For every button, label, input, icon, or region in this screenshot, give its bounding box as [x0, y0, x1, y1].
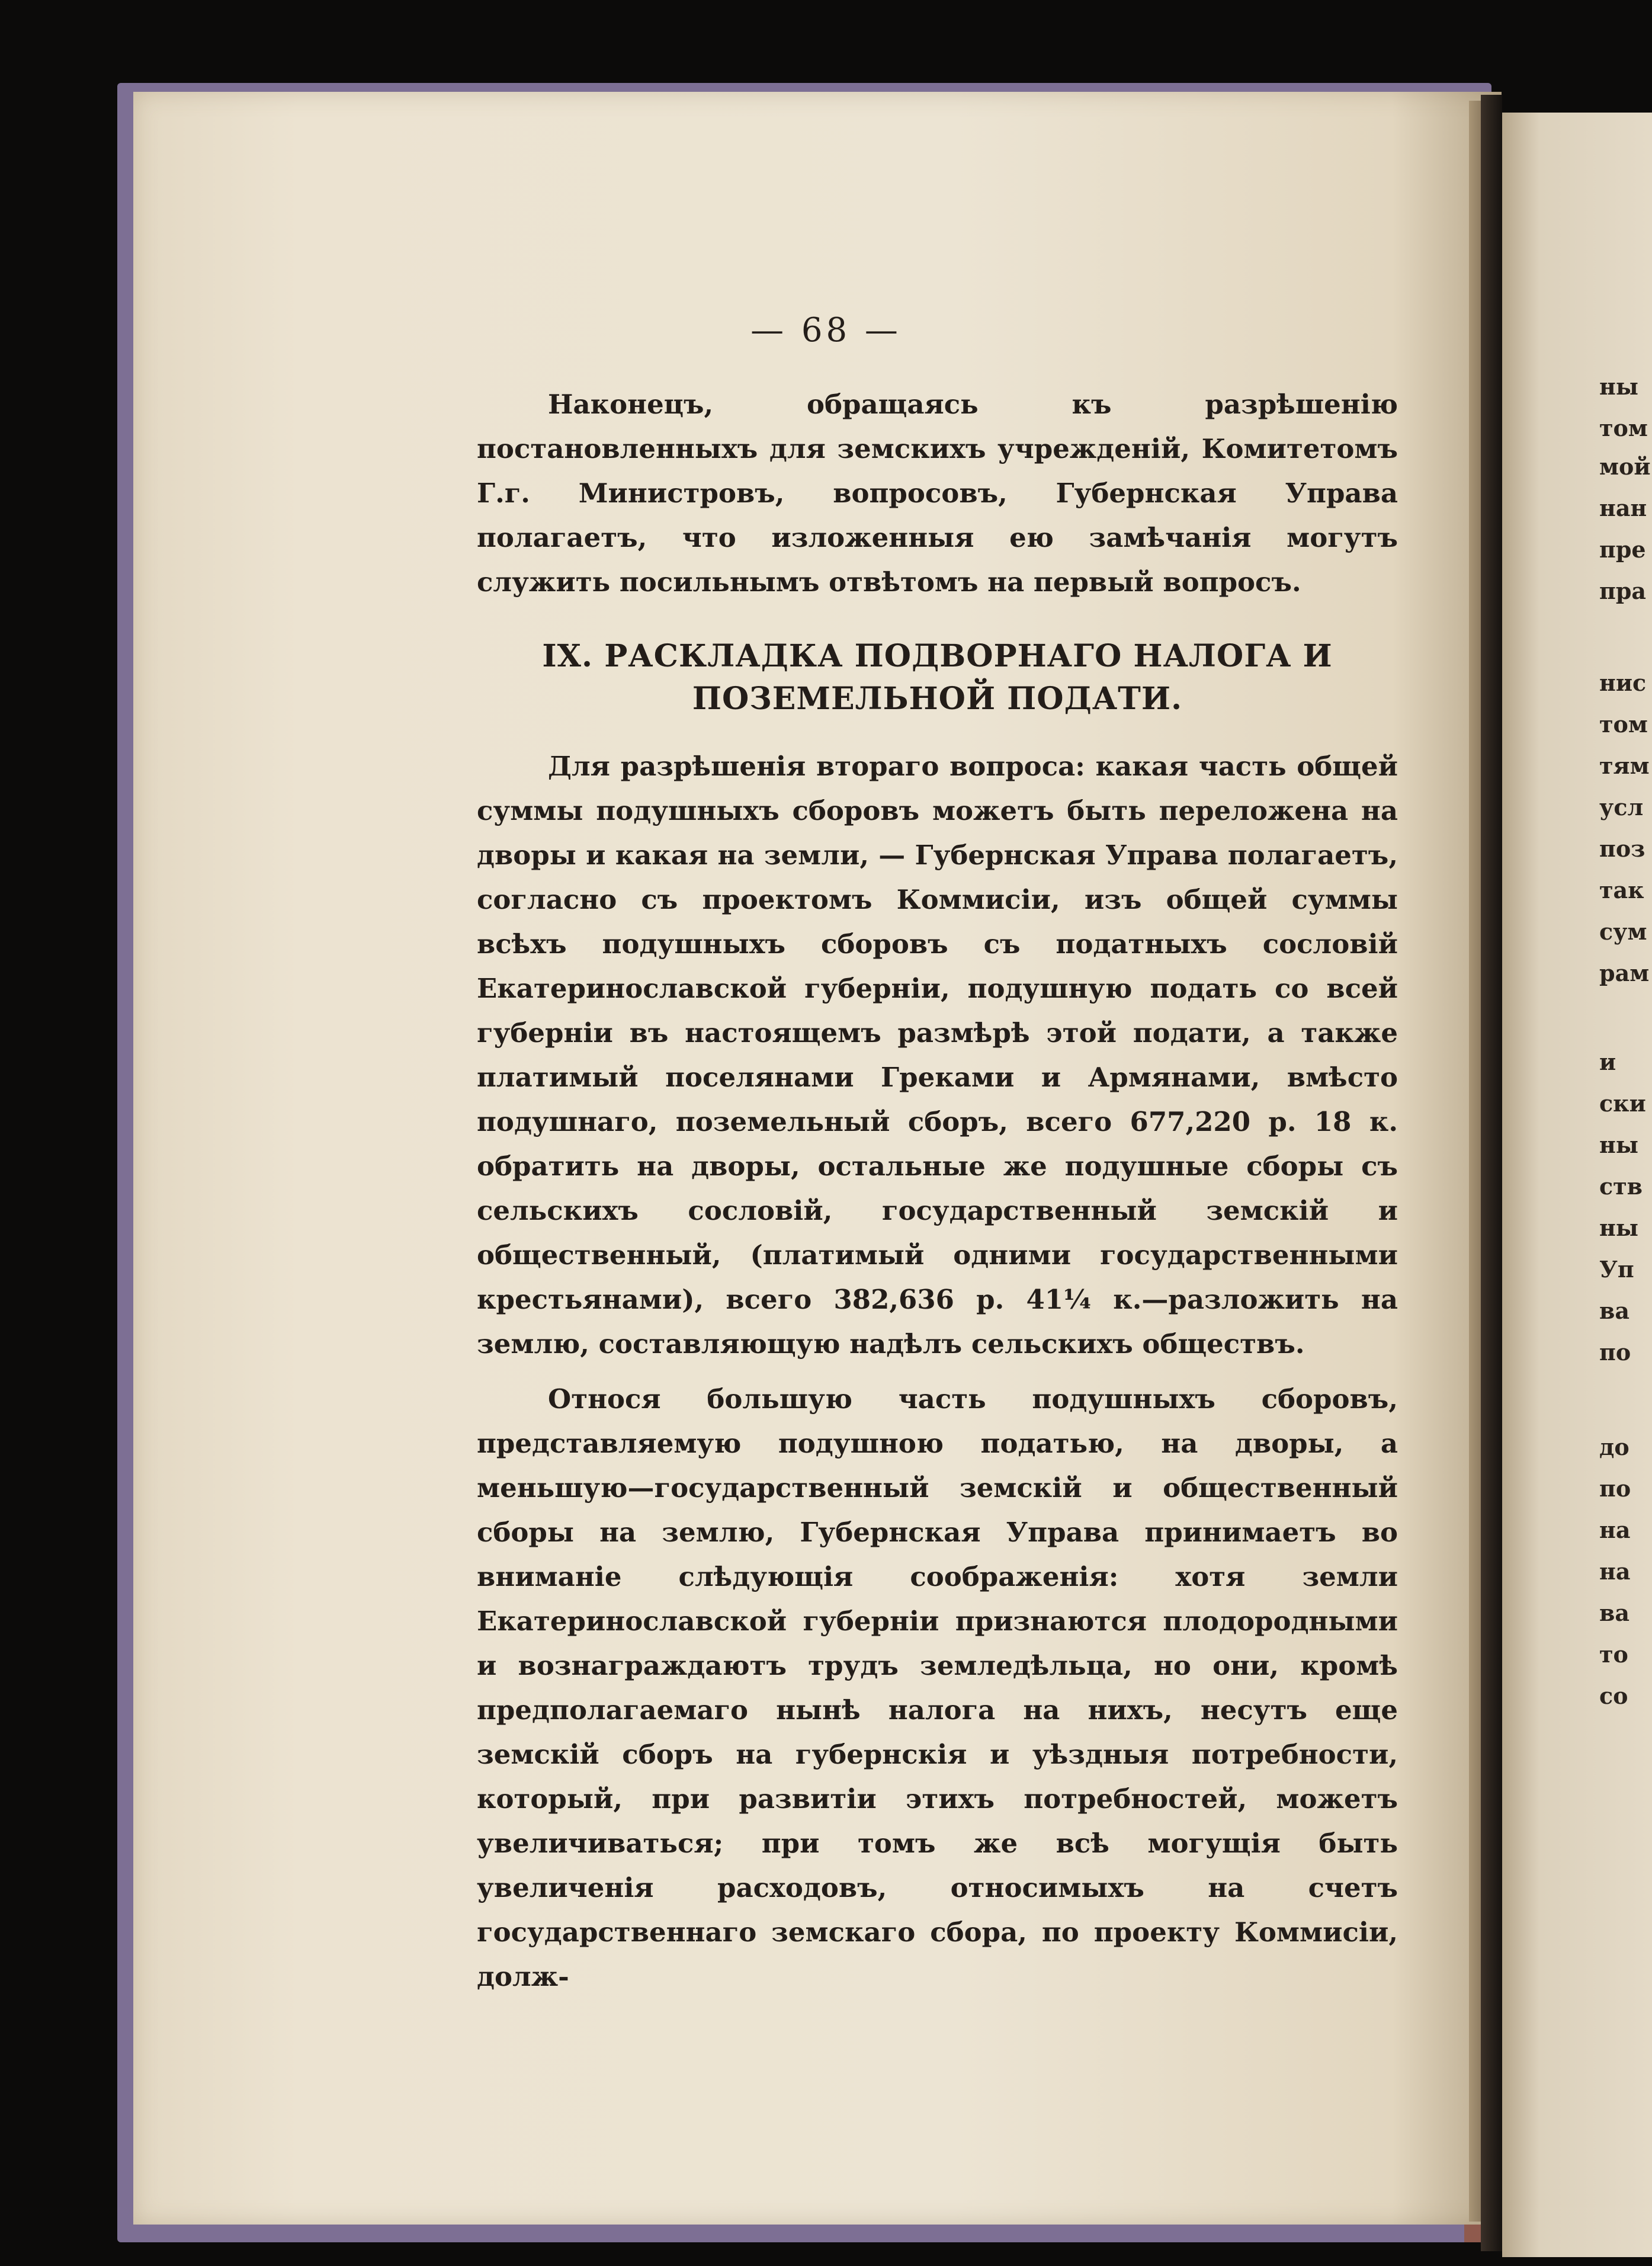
paragraph-2: Для разрѣшенія втораго вопроса: какая часть общей суммы подушныхъ сборовъ можетъ быть переложена на дворы и какая на земли, — Губернская Управа полагаетъ, согласно съ проектомъ Коммисіи, изъ общей суммы всѣхъ подушныхъ сборовъ съ податныхъ сословій Екатеринославской губерніи, подушную подать со всей губерніи въ настоящемъ размѣрѣ этой подати, а также платимый поселянами Греками и Армянами, вмѣсто подушнаго, поземельный сборъ, всего 677,220 р. 18 к. обратить на дворы, остальные же подушные сборы съ сельскихъ сословій, государственный земскій и общественный, (платимый одними государственными крестьянами), всего 382,636 р. 41¼ к.—разложить на землю, составляющую надѣлъ сельскихъ обществъ.: [477, 751, 1398, 1360]
facing-page-fragment: ств: [1599, 1173, 1643, 1200]
facing-page-fragment: ны: [1599, 1214, 1638, 1241]
facing-page-fragment: нан: [1599, 495, 1647, 521]
facing-page-fragment: поз: [1599, 835, 1645, 862]
section-heading: IX. РАСКЛАДКА ПОДВОРНАГО НАЛОГА И ПОЗЕМЕЛЬНОЙ ПОДАТИ.: [542, 638, 1333, 717]
facing-page-fragment: ва: [1599, 1297, 1630, 1324]
facing-page-fragment: ва: [1599, 1600, 1630, 1626]
facing-page-fragment: ны: [1599, 373, 1638, 400]
facing-page-fragment: пра: [1599, 578, 1647, 604]
facing-page-fragment: на: [1599, 1517, 1631, 1543]
facing-page-fragment: по: [1599, 1339, 1631, 1366]
page-text: [477, 382, 1398, 1999]
facing-page-fragment: нис: [1599, 669, 1647, 696]
page-number: — 68 —: [750, 311, 902, 350]
facing-page-fragment: рам: [1599, 960, 1650, 986]
book-gutter: [1481, 95, 1502, 2251]
facing-page-fragment: том: [1599, 415, 1648, 441]
facing-page-fragment: ны: [1599, 1132, 1638, 1158]
paragraph-3: Относя большую часть подушныхъ сборовъ, представляемую подушною податью, на дворы, а меньшую—государственный земскій и общественный сборы на землю, Губернская Управа принимаетъ во вниманіе слѣдующія соображенія: хотя земли Екатеринославской губерніи признаются плодородными и вознаграждаютъ трудъ земледѣльца, но они, кромѣ предполагаемаго нынѣ налога на нихъ, несутъ еще земскій сборъ на губернскія и уѣздныя потребности, который, при развитіи этихъ потребностей, можетъ увеличиваться; при томъ же всѣ могущія быть увеличенія расходовъ, относимыхъ на счетъ государственнаго земскаго сбора, по проекту Коммисіи, долж-: [477, 1383, 1398, 1992]
facing-page-fragment: усл: [1599, 794, 1644, 820]
facing-page-fragment: и: [1599, 1049, 1616, 1075]
facing-page-fragment: со: [1599, 1682, 1628, 1709]
facing-page-fragment: так: [1599, 877, 1644, 903]
facing-page-fragment: тям: [1599, 752, 1650, 779]
facing-page-fragment: по: [1599, 1475, 1631, 1502]
facing-page-fragment: ски: [1599, 1090, 1646, 1117]
facing-page-fragment: то: [1599, 1641, 1628, 1668]
facing-page-fragment: на: [1599, 1558, 1631, 1585]
facing-page-fragment: сум: [1599, 918, 1647, 945]
facing-page-fragment: до: [1599, 1434, 1629, 1460]
paragraph-1: Наконецъ, обращаясь къ разрѣшенію постановленныхъ для земскихъ учрежденій, Комитетомъ Г.г. Министровъ, вопросовъ, Губернская Управа полагаетъ, что изложенныя ею замѣчанія могутъ служить посильнымъ отвѣтомъ на первый вопросъ.: [477, 389, 1398, 598]
facing-page-fragment: пре: [1599, 536, 1646, 563]
facing-page-fragment: мой: [1599, 453, 1651, 480]
facing-page-fragment: Уп: [1599, 1256, 1634, 1283]
facing-page-fragment: том: [1599, 711, 1648, 738]
